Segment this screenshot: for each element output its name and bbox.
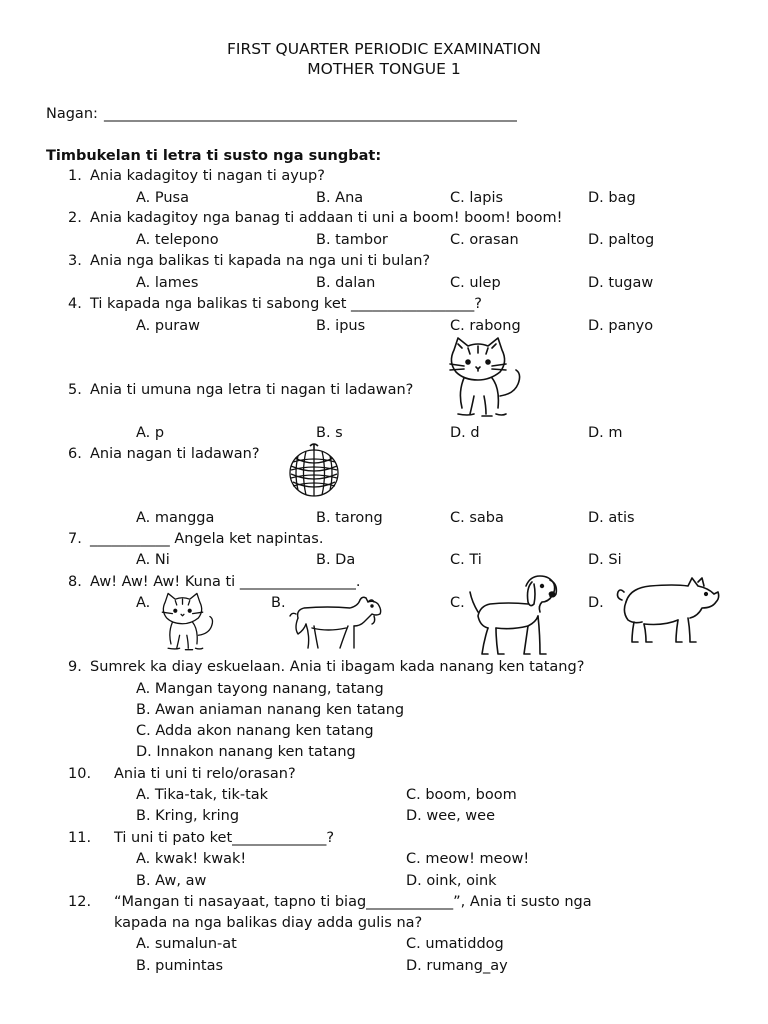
q1-text: Ania kadagitoy ti nagan ti ayup? [90,168,325,184]
q12-text-line1: “Mangan ti nasayaat, tapno ti biag____________”, Ania ti susto nga [114,894,592,910]
q10-choice-b[interactable]: B. Kring, kring [136,808,240,824]
q7-choice-d[interactable]: D. Si [588,552,622,568]
q10-text: Ania ti uni ti relo/orasan? [114,766,296,782]
q3-choice-c[interactable]: C. ulep [450,275,501,291]
q3-choice-a[interactable]: A. lames [136,275,199,291]
q12-number: 12. [68,894,92,910]
name-label: Nagan: [46,106,98,122]
q9-number: 9. [68,659,82,675]
exam-title: FIRST QUARTER PERIODIC EXAMINATION [227,40,541,58]
q3-number: 3. [68,253,82,269]
q7-number: 7. [68,531,82,547]
q6-choice-a[interactable]: A. mangga [136,510,215,526]
q7-choice-c[interactable]: C. Ti [450,552,482,568]
q10-number: 10. [68,766,92,782]
q8-choice-a[interactable]: A. [136,595,151,611]
q12-text-line2: kapada na nga balikas diay adda gulis na? [114,915,423,931]
q10-choice-a[interactable]: A. Tika-tak, tik-tak [136,787,269,803]
q2-number: 2. [68,210,82,226]
q9-choice-a[interactable]: A. Mangan tayong nanang, tatang [136,681,384,697]
q11-choice-d[interactable]: D. oink, oink [406,873,497,889]
q11-number: 11. [68,830,92,846]
q1-choice-d[interactable]: D. bag [588,190,636,206]
q1-number: 1. [68,168,82,184]
name-blank[interactable]: ______________________________________________________________ [104,106,517,122]
instructions: Timbukelan ti letra ti susto nga sungbat: [46,148,382,164]
q8-number: 8. [68,574,82,590]
q6-number: 6. [68,446,82,462]
q8-goat-picture [288,596,388,652]
q6-choice-d[interactable]: D. atis [588,510,635,526]
q5-choice-c[interactable]: D. d [450,425,480,441]
q12-choice-a[interactable]: A. sumalun-at [136,936,237,952]
q3-choice-b[interactable]: B. dalan [316,275,376,291]
q5-choice-a[interactable]: A. p [136,425,165,441]
q4-choice-b[interactable]: B. ipus [316,318,366,334]
q4-choice-a[interactable]: A. puraw [136,318,200,334]
q9-choice-d[interactable]: D. Innakon nanang ken tatang [136,744,356,760]
q1-choice-a[interactable]: A. Pusa [136,190,190,206]
q12-choice-d[interactable]: D. rumang_ay [406,958,508,974]
q5-number: 5. [68,382,82,398]
q6-choice-c[interactable]: C. saba [450,510,504,526]
q3-text: Ania nga balikas ti kapada na nga uni ti bulan? [90,253,431,269]
q1-choice-b[interactable]: B. Ana [316,190,364,206]
q11-choice-c[interactable]: C. meow! meow! [406,851,530,867]
q2-text: Ania kadagitoy nga banag ti addaan ti uni a boom! boom! boom! [90,210,563,226]
q3-choice-d[interactable]: D. tugaw [588,275,654,291]
q2-choice-d[interactable]: D. paltog [588,232,655,248]
q8-text: Aw! Aw! Aw! Kuna ti ________________. [90,574,361,590]
pig-icon [614,572,722,644]
q9-choice-c[interactable]: C. Adda akon nanang ken tatang [136,723,374,739]
q5-choice-d[interactable]: D. m [588,425,623,441]
q6-atis-picture [284,440,344,500]
q8-choice-b[interactable]: B. [271,595,286,611]
q10-choice-d[interactable]: D. wee, wee [406,808,496,824]
q4-choice-d[interactable]: D. panyo [588,318,654,334]
cat-icon [444,336,530,422]
q7-choice-b[interactable]: B. Da [316,552,356,568]
q12-choice-c[interactable]: C. umatiddog [406,936,504,952]
q2-choice-b[interactable]: B. tambor [316,232,388,248]
q9-text: Sumrek ka diay eskuelaan. Ania ti ibagam kada nanang ken tatang? [90,659,585,675]
q5-text: Ania ti umuna nga letra ti nagan ti ladawan? [90,382,414,398]
q4-text: Ti kapada nga balikas ti sabong ket _________________? [90,296,482,312]
q8-choice-d[interactable]: D. [588,595,604,611]
q2-choice-a[interactable]: A. telepono [136,232,219,248]
q4-choice-c[interactable]: C. rabong [450,318,521,334]
q11-choice-a[interactable]: A. kwak! kwak! [136,851,247,867]
dog-icon [468,572,562,658]
q5-cat-picture [444,336,530,422]
q12-choice-b[interactable]: B. pumintas [136,958,224,974]
q10-choice-c[interactable]: C. boom, boom [406,787,517,803]
q4-number: 4. [68,296,82,312]
q5-choice-b[interactable]: B. s [316,425,343,441]
q8-cat-picture [154,592,224,654]
q2-choice-c[interactable]: C. orasan [450,232,519,248]
atis-fruit-icon [284,440,344,500]
q9-choice-b[interactable]: B. Awan aniaman nanang ken tatang [136,702,405,718]
q7-choice-a[interactable]: A. Ni [136,552,170,568]
q8-choice-c[interactable]: C. [450,595,465,611]
q8-pig-picture [614,572,722,644]
q7-text: ___________ Angela ket napintas. [90,531,324,547]
q6-choice-b[interactable]: B. tarong [316,510,383,526]
goat-icon [288,596,388,652]
q8-dog-picture [468,572,562,658]
q6-text: Ania nagan ti ladawan? [90,446,260,462]
cat-icon [154,592,224,654]
q1-choice-c[interactable]: C. lapis [450,190,504,206]
q11-choice-b[interactable]: B. Aw, aw [136,873,207,889]
exam-subject: MOTHER TONGUE 1 [307,60,461,78]
q11-text: Ti uni ti pato ket_____________? [114,830,335,846]
